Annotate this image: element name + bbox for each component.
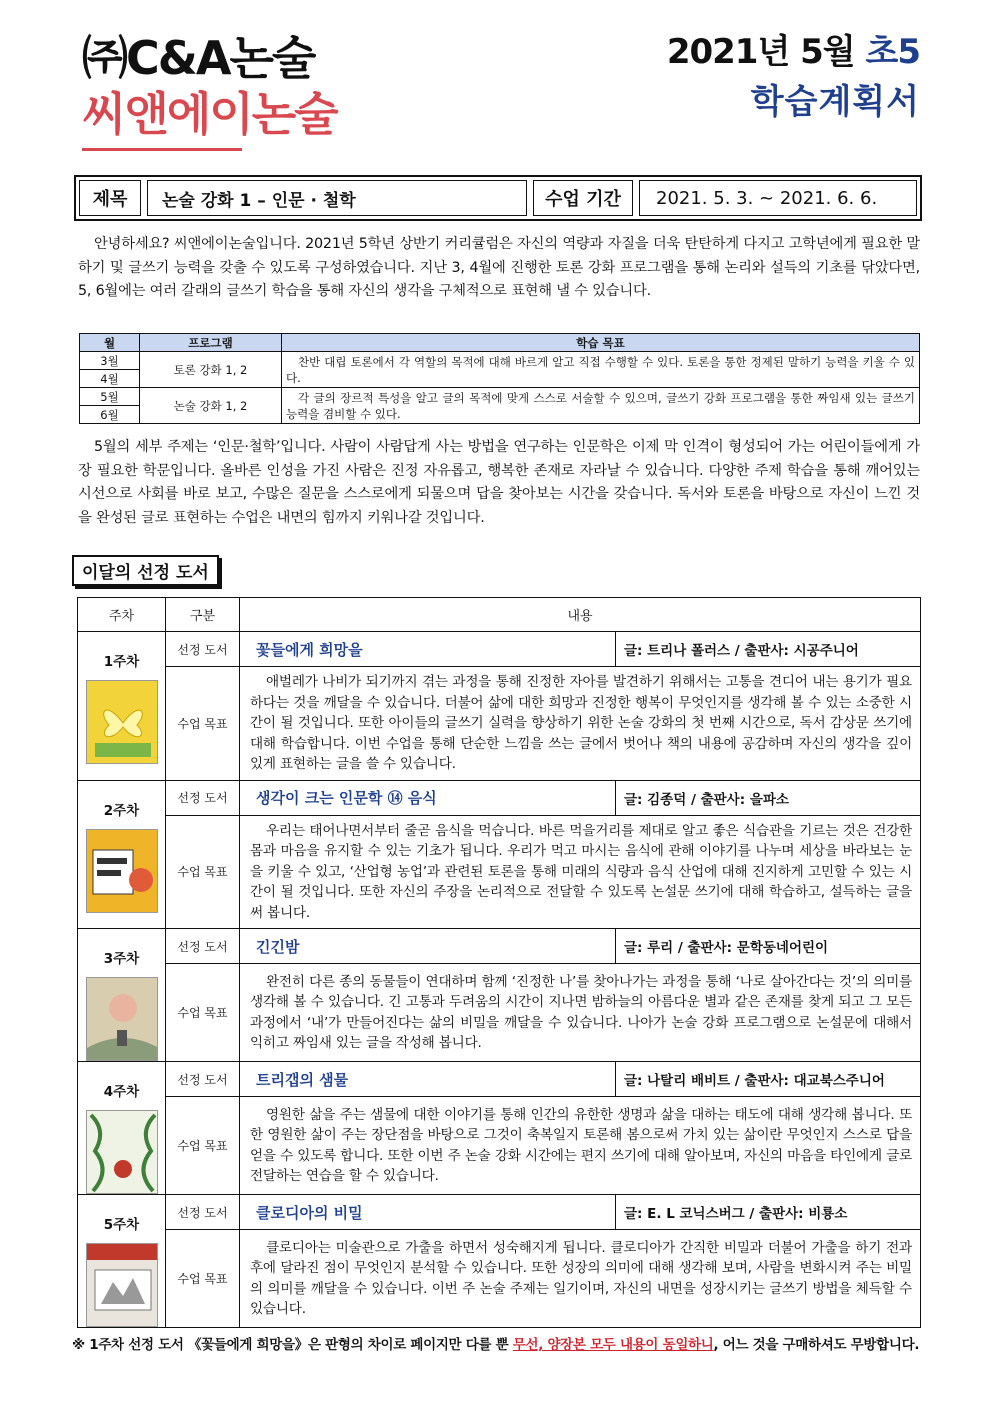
month-cell: 6월	[80, 406, 140, 424]
logo-underline	[82, 148, 242, 151]
period-value: 2021. 5. 3. ~ 2021. 6. 6.	[639, 180, 917, 216]
monthly-books-label: 이달의 선정 도서	[72, 555, 219, 586]
table-row	[80, 352, 920, 370]
book-cover-image	[86, 829, 158, 913]
document-title	[667, 28, 920, 76]
book-author: 글: E. L 코닉스버그 / 출판사: 비룡소	[616, 1195, 921, 1230]
week-cell	[78, 1062, 166, 1195]
book-title: 클로디아의 비밀	[240, 1195, 616, 1230]
week-cell	[78, 1195, 166, 1328]
book-cover-illustration	[87, 1111, 158, 1194]
lesson-goal: 영원한 삶을 주는 샘물에 대한 이야기를 통해 인간의 유한한 생명과 삶을 대하는 태도에 대해 생각해 봅니다. 또한 영원한 삶이 주는 장단점을 바탕으로 그것이 축복일지 토론해 봄으로써 가치 있는 삶이란 무엇인지 스스로 답을 얻을 수 있도록 합니다. 또한 이번 주 논술 강화 시간에는 편지 쓰기에 대해 알아보며, 자신의 마음을 타인에게 글로 전달하는 연습을 할 수 있습니다.	[240, 1097, 921, 1195]
book-author: 글: 나탈리 배비트 / 출판사: 대교북스주니어	[616, 1062, 921, 1097]
column-header: 학습 목표	[282, 334, 920, 352]
week-label: 1주차	[103, 654, 140, 670]
book-title: 긴긴밤	[240, 929, 616, 964]
title-date: 2021년 5월	[666, 32, 855, 72]
table-row	[78, 815, 921, 929]
table-row	[78, 1097, 921, 1195]
lesson-goal: 완전히 다른 종의 동물들이 연대하며 함께 ‘진정한 나’를 찾아나가는 과정을 통해 ‘나로 살아간다는 것’의 의미를 생각해 볼 수 있습니다. 긴 고통과 두려움의 시간이 지나면 밤하늘의 아름다운 별과 같은 존재를 찾게 되고 그 모든 과정에서 ‘내’가 만들어진다는 삶의 비밀을 깨달을 수 있습니다. 나아가 논술 강화 프로그램으로 논설문에 대해서 익히고 짜임새 있는 글을 작성해 봅니다.	[240, 964, 921, 1062]
book-cover-illustration	[87, 978, 158, 1061]
category-label: 선정 도서	[166, 780, 240, 815]
category-label: 수업 목표	[166, 667, 240, 781]
table-header-row	[80, 334, 920, 352]
week-cell	[78, 632, 166, 781]
month-cell: 4월	[80, 370, 140, 388]
week-label: 3주차	[103, 951, 140, 967]
table-header-row	[78, 598, 921, 632]
book-cover-illustration	[87, 681, 158, 764]
note-prefix: ※ 1주차 선정 도서 《꽃들에게 희망을》은 판형의 차이로 페이지만 다를 뿐	[72, 1337, 513, 1353]
table-row	[78, 667, 921, 781]
book-cover-image	[86, 977, 158, 1061]
book-title: 트리갭의 샘물	[240, 1062, 616, 1097]
month-cell: 5월	[80, 388, 140, 406]
subject-info-box	[74, 175, 922, 221]
note-highlight: 무선, 양장본 모두 내용이 동일하니	[512, 1337, 714, 1353]
program-cell: 논술 강화 1, 2	[140, 388, 282, 424]
books-table	[77, 597, 921, 1328]
category-label: 선정 도서	[166, 1062, 240, 1097]
goal-cell: 각 글의 장르적 특성을 알고 글의 목적에 맞게 스스로 서술할 수 있으며, 글쓰기 강화 프로그램을 통한 짜임새 있는 글쓰기 능력을 겸비할 수 있다.	[282, 388, 920, 424]
logo-text-secondary: 씨앤에이논술	[82, 87, 337, 141]
book-title: 생각이 크는 인문학 ⑭ 음식	[240, 780, 616, 815]
book-cover-image	[86, 1110, 158, 1194]
book-cover-illustration	[87, 1244, 158, 1327]
category-label: 수업 목표	[166, 1230, 240, 1328]
book-author: 글: 루리 / 출판사: 문학동네어린이	[616, 929, 921, 964]
column-header: 주차	[78, 598, 166, 632]
category-label: 선정 도서	[166, 632, 240, 667]
subject-label: 제목	[79, 180, 141, 216]
column-header: 월	[80, 334, 140, 352]
title-grade: 초5	[865, 32, 920, 72]
document-subtitle: 학습계획서	[750, 82, 920, 122]
theme-paragraph: 5월의 세부 주제는 ‘인문·철학’입니다. 사람이 사람답게 사는 방법을 연구하는 인문학은 이제 막 인격이 형성되어 가는 어린이들에게 가장 필요한 학문입니다. 올바른 인성을 가진 사람은 진정 자유롭고, 행복한 존재로 자라날 수 있습니다. 다양한 주제 학습을 통해 깨어있는 시선으로 사회를 바로 보고, 수많은 질문을 스스로에게 되물으며 답을 찾아보는 시간을 갖습니다. 독서와 토론을 바탕으로 자신이 느낀 것을 완성된 글로 표현하는 수업은 내면의 힘까지 키워나갈 것입니다.	[78, 439, 920, 526]
book-title: 꽃들에게 희망을	[240, 632, 616, 667]
purchase-note	[72, 1335, 922, 1355]
table-row	[78, 1062, 921, 1097]
table-row	[78, 929, 921, 964]
lesson-goal: 클로디아는 미술관으로 가출을 하면서 성숙해지게 됩니다. 클로디아가 간직한 비밀과 더불어 가출을 하기 전과 후에 달라진 점이 무엇인지 분석할 수 있습니다. 또한 성장의 의미에 대해 생각해 보며, 사람을 변화시켜 주는 비밀의 의미를 깨달을 수 있습니다. 이번 주 논술 주제는 일기이며, 자신의 내면을 성장시키는 글쓰기 방법을 체득할 수 있습니다.	[240, 1230, 921, 1328]
book-cover-image	[86, 1243, 158, 1327]
month-cell: 3월	[80, 352, 140, 370]
book-author: 글: 김종덕 / 출판사: 을파소	[616, 780, 921, 815]
category-label: 선정 도서	[166, 929, 240, 964]
book-author: 글: 트리나 폴러스 / 출판사: 시공주니어	[616, 632, 921, 667]
book-cover-image	[86, 680, 158, 764]
document-heading	[667, 28, 920, 128]
week-label: 5주차	[103, 1217, 140, 1233]
column-header: 프로그램	[140, 334, 282, 352]
table-row	[78, 1195, 921, 1230]
column-header: 내용	[240, 598, 921, 632]
lesson-goal: 우리는 태어나면서부터 줄곧 음식을 먹습니다. 바른 먹을거리를 제대로 알고 좋은 식습관을 기르는 것은 건강한 몸과 마음을 유지할 수 있는 기초가 됩니다. 우리가 먹고 마시는 음식에 관해 이야기를 나누며 세상을 바라보는 눈을 키울 수 있고, ‘산업형 농업’과 관련된 토론을 통해 미래의 식량과 음식 산업에 대해 진지하게 고민할 수 있는 시간이 될 것입니다. 또한 자신의 주장을 논리적으로 전달할 수 있도록 논설문 쓰기에 대해 학습하고, 설득하는 글을 써 봅니다.	[240, 815, 921, 929]
category-label: 선정 도서	[166, 1195, 240, 1230]
period-label: 수업 기간	[533, 180, 633, 216]
program-plan-table	[79, 333, 920, 424]
program-cell: 토론 강화 1, 2	[140, 352, 282, 388]
table-row	[80, 388, 920, 406]
logo-text-primary: ㈜C&A논술	[82, 31, 315, 85]
lesson-goal: 애벌레가 나비가 되기까지 겪는 과정을 통해 진정한 자아를 발견하기 위해서는 고통을 견디어 내는 용기가 필요하다는 것을 깨달을 수 있습니다. 더불어 삶에 대한 희망과 진정한 행복이 무엇인지를 생각해 볼 수 있는 소중한 시간이 될 것입니다. 또한 아이들의 글쓰기 실력을 향상하기 위한 논술 강화의 첫 번째 시간으로, 독서 감상문 쓰기에 대해 학습합니다. 이번 수업을 통해 단순한 느낌을 쓰는 글에서 벗어나 책의 내용에 공감하며 자신의 생각을 깊이 있게 표현하는 글을 쓸 수 있습니다.	[240, 667, 921, 781]
note-suffix: , 어느 것을 구매하셔도 무방합니다.	[713, 1337, 920, 1353]
column-header: 구분	[166, 598, 240, 632]
table-row	[78, 780, 921, 815]
week-label: 4주차	[103, 1084, 140, 1100]
company-logo	[82, 30, 337, 151]
table-row	[78, 1230, 921, 1328]
book-cover-illustration	[87, 830, 158, 913]
category-label: 수업 목표	[166, 815, 240, 929]
table-row	[78, 632, 921, 667]
subject-value: 논술 강화 1 – 인문 · 철학	[147, 180, 527, 216]
table-row	[78, 964, 921, 1062]
goal-cell: 찬반 대립 토론에서 각 역할의 목적에 대해 바르게 알고 직접 수행할 수 있다. 토론을 통한 정제된 말하기 능력을 키울 수 있다.	[282, 352, 920, 388]
week-cell	[78, 929, 166, 1062]
week-label: 2주차	[103, 802, 140, 819]
category-label: 수업 목표	[166, 1097, 240, 1195]
intro-paragraph: 안녕하세요? 씨앤에이논술입니다. 2021년 5학년 상반기 커리큘럼은 자신의 역량과 자질을 더욱 탄탄하게 다지고 고학년에게 필요한 말하기 및 글쓰기 능력을 갖출 수 있도록 구성하였습니다. 지난 3, 4월에 진행한 토론 강화 프로그램을 통해 논리와 설득의 기초를 닦았다면, 5, 6월에는 여러 갈래의 글쓰기 학습을 통해 자신의 생각을 구체적으로 표현해 낼 수 있습니다.	[78, 236, 920, 300]
week-cell	[78, 780, 166, 929]
category-label: 수업 목표	[166, 964, 240, 1062]
